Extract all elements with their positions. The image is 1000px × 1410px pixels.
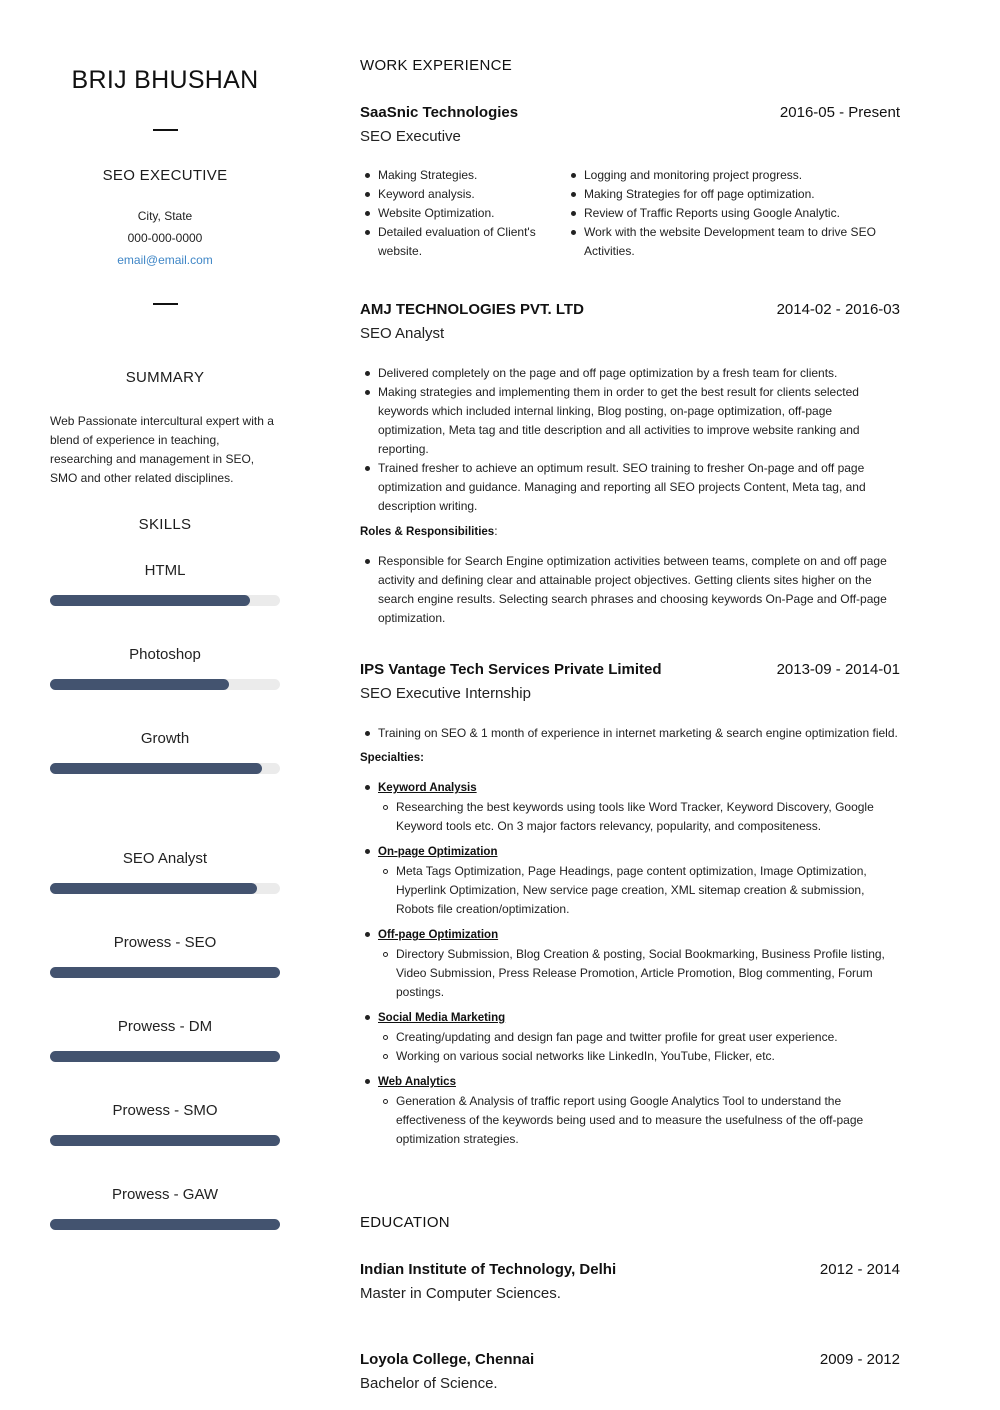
education-heading: EDUCATION xyxy=(360,1214,450,1231)
sidebar xyxy=(50,0,280,1410)
work-heading: WORK EXPERIENCE xyxy=(360,57,513,74)
skill-bar xyxy=(50,1051,280,1062)
school-name: Loyola College, Chennai xyxy=(360,1351,535,1368)
skill-bar xyxy=(50,679,280,690)
skill-bar-fill xyxy=(50,1135,280,1146)
skill-bar-fill xyxy=(50,967,280,978)
list-item: Generation & Analysis of traffic report using Google Analytics Tool to understand the effectiveness of the keywords being used and to measure the usefulness of the off-page optimization strategies. xyxy=(378,1092,900,1149)
job-title: SEO EXECUTIVE xyxy=(102,167,228,184)
education-dates: 2009 - 2012 xyxy=(819,1351,900,1368)
job-role: SEO Analyst xyxy=(360,325,445,342)
skill-bar xyxy=(50,967,280,978)
list-item: Meta Tags Optimization, Page Headings, page content optimization, Image Optimization, Hyperlink Optimization, New service page creation, XML sitemap creation & submission, Robots file creation/optimization. xyxy=(378,862,900,919)
skill-bar-fill xyxy=(50,883,257,894)
name-divider xyxy=(153,129,178,131)
list-item: Delivered completely on the page and off page optimization by a fresh team for clients. xyxy=(360,364,900,383)
skill-bar-fill xyxy=(50,1051,280,1062)
list-item: Trained fresher to achieve an optimum result. SEO training to fresher On-page and off page optimization and guidance. Managing and reporting all SEO projects Content, Meta tag, and description writing. xyxy=(360,459,900,516)
specialty-item xyxy=(360,925,900,1002)
candidate-name: BRIJ BHUSHAN xyxy=(71,66,259,94)
skill-bar xyxy=(50,595,280,606)
list-item: Working on various social networks like LinkedIn, YouTube, Flicker, etc. xyxy=(378,1047,900,1066)
skill-bar xyxy=(50,763,280,774)
job-header xyxy=(360,301,900,323)
job-header xyxy=(360,104,900,126)
list-item: Review of Traffic Reports using Google Analytic. xyxy=(566,204,896,223)
job-duties xyxy=(360,364,900,628)
skill-bar xyxy=(50,1135,280,1146)
company-name: IPS Vantage Tech Services Private Limited xyxy=(360,661,662,678)
education-dates: 2012 - 2014 xyxy=(819,1261,900,1278)
summary-text: Web Passionate intercultural expert with a blend of experience in teaching, researching and management in SEO, SMO and other related disciplines. xyxy=(50,414,274,485)
skill-bar-fill xyxy=(50,595,250,606)
skill-name: Growth xyxy=(140,730,190,747)
specialty-item xyxy=(360,842,900,919)
skill-name: SEO Analyst xyxy=(122,850,208,867)
list-item: Creating/updating and design fan page and twitter profile for great user experience. xyxy=(378,1028,900,1047)
skill-name: HTML xyxy=(144,562,186,579)
list-item: Researching the best keywords using tools like Word Tracker, Keyword Discovery, Google Keyword tools etc. On 3 major factors relevancy, popularity, and compositeness. xyxy=(378,798,900,836)
duties-column xyxy=(360,166,566,261)
job-duties xyxy=(360,166,900,261)
phone: 000-000-0000 xyxy=(127,231,203,245)
skill-bar-fill xyxy=(50,679,229,690)
specialty-title: On-page Optimization xyxy=(378,846,498,858)
skill-name: Photoshop xyxy=(129,646,201,663)
summary-heading: SUMMARY xyxy=(125,369,205,386)
job-header xyxy=(360,661,900,683)
list-item: Website Optimization. xyxy=(360,204,566,223)
company-name: SaaSnic Technologies xyxy=(360,104,519,121)
specialty-title: Off-page Optimization xyxy=(378,929,499,941)
company-name: AMJ TECHNOLOGIES PVT. LTD xyxy=(360,301,584,318)
skill-bar xyxy=(50,883,280,894)
specialty-title: Web Analytics xyxy=(378,1076,456,1088)
list-item: Making strategies and implementing them in order to get the best result for clients selected keywords which included internal linking, Blog posting, on-page optimization, off-page optimization, Meta tag and title description and all activities to improve website ranking and reporting. xyxy=(360,383,900,459)
specialty-title: Social Media Marketing xyxy=(378,1012,506,1024)
roles-label: Roles & Responsibilities xyxy=(360,526,495,538)
specialties-label: Specialties: xyxy=(360,752,424,764)
specialty-title: Keyword Analysis xyxy=(378,782,477,794)
list-item: Detailed evaluation of Client's website. xyxy=(360,223,566,261)
duties-column xyxy=(566,166,896,261)
specialty-item xyxy=(360,1008,900,1066)
specialty-item xyxy=(360,1072,900,1149)
skill-bar-fill xyxy=(50,763,262,774)
degree: Master in Computer Sciences. xyxy=(360,1285,561,1302)
list-item: Directory Submission, Blog Creation & posting, Social Bookmarking, Business Profile listing, Video Submission, Press Release Promotion, Article Promotion, Blog commenting, Forum postings. xyxy=(378,945,900,1002)
roles-colon: : xyxy=(494,524,498,538)
job-dates: 2013-09 - 2014-01 xyxy=(776,661,900,678)
job-role: SEO Executive Internship xyxy=(360,685,531,702)
job-role: SEO Executive xyxy=(360,128,461,145)
email-link[interactable]: email@email.com xyxy=(117,253,213,267)
list-item: Logging and monitoring project progress. xyxy=(566,166,896,185)
list-item: Making Strategies. xyxy=(360,166,566,185)
skill-name: Prowess - GAW xyxy=(111,1186,219,1203)
list-item: Training on SEO & 1 month of experience in internet marketing & search engine optimization field. xyxy=(360,724,900,743)
job-dates: 2016-05 - Present xyxy=(779,104,900,121)
job-dates: 2014-02 - 2016-03 xyxy=(776,301,900,318)
skill-name: Prowess - SMO xyxy=(112,1102,218,1119)
list-item: Keyword analysis. xyxy=(360,185,566,204)
contact-divider xyxy=(153,303,178,305)
skill-bar-fill xyxy=(50,1219,280,1230)
skills-heading: SKILLS xyxy=(138,516,192,533)
specialty-item xyxy=(360,778,900,836)
location: City, State xyxy=(137,209,193,223)
list-item: Work with the website Development team to drive SEO Activities. xyxy=(566,223,896,261)
school-name: Indian Institute of Technology, Delhi xyxy=(360,1261,617,1278)
main-content xyxy=(360,0,900,1410)
list-item: Responsible for Search Engine optimization activities between teams, complete on and off page activity and defining clear and attainable project objectives. Getting clients sites higher on the search engine results. Selecting search phrases and choosing keywords On-Page and Off-page optimization. xyxy=(360,552,900,628)
skill-name: Prowess - DM xyxy=(117,1018,213,1035)
degree: Bachelor of Science. xyxy=(360,1375,498,1392)
skill-bar xyxy=(50,1219,280,1230)
job-duties xyxy=(360,724,900,1149)
list-item: Making Strategies for off page optimization. xyxy=(566,185,896,204)
skill-name: Prowess - SEO xyxy=(113,934,217,951)
